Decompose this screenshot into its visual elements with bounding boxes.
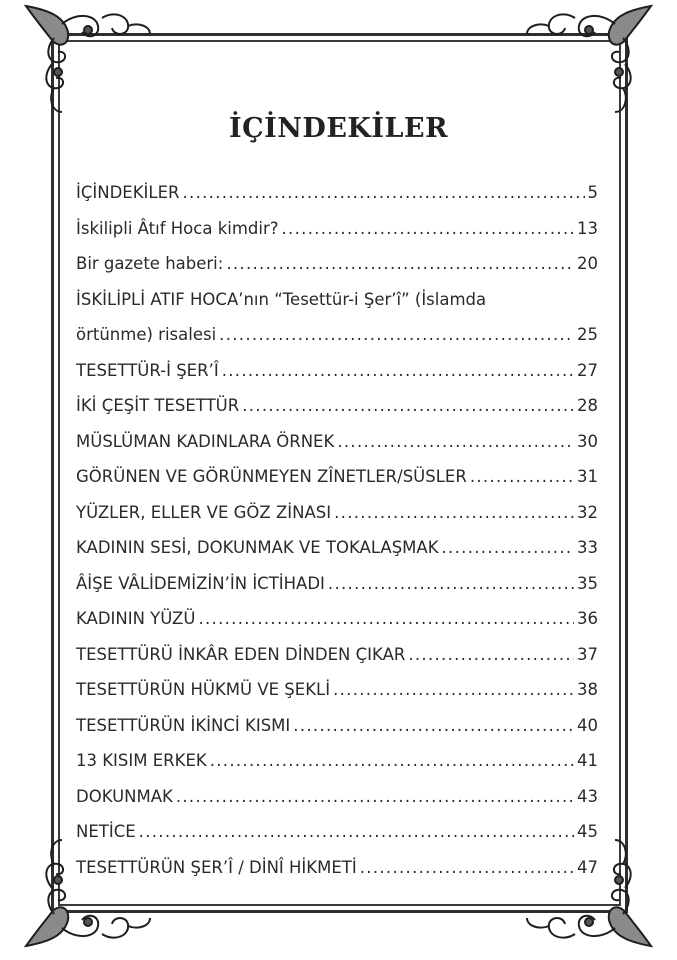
toc-entry-page: 47 <box>577 857 598 877</box>
toc-entry[interactable] <box>76 637 598 673</box>
toc-entry-page: 33 <box>577 538 598 557</box>
ornament-corner-top-left-icon <box>18 2 158 122</box>
toc-entry-page: 28 <box>577 396 598 415</box>
toc-entry-label: KADININ YÜZÜ <box>76 609 196 628</box>
toc-entry[interactable] <box>76 779 598 815</box>
ornament-corner-top-right-icon <box>519 2 659 122</box>
toc-entry[interactable] <box>76 850 598 886</box>
leader-dots <box>183 175 585 211</box>
toc-entry-page: 13 <box>577 218 598 238</box>
toc-entry-label-line1: İSKİLİPLİ ATIF HOCA’nın “Tesettür-i Şer’î” (İslamda <box>76 289 487 309</box>
leader-dots <box>360 850 574 886</box>
toc-entry-page: 41 <box>577 751 598 770</box>
toc-entry-page: 35 <box>577 573 598 593</box>
leader-dots <box>219 317 574 353</box>
toc-entry-page: 31 <box>577 467 598 486</box>
leader-dots <box>139 814 574 850</box>
leader-dots <box>176 779 574 815</box>
table-of-contents <box>76 175 598 885</box>
toc-entry-page: 40 <box>577 715 598 735</box>
leader-dots <box>242 388 574 424</box>
toc-entry-page: 32 <box>577 502 598 522</box>
leader-dots <box>226 246 574 282</box>
toc-entry-page: 36 <box>577 609 598 628</box>
toc-entry-label: YÜZLER, ELLER VE GÖZ ZİNASI <box>76 502 332 522</box>
toc-entry[interactable] <box>76 388 598 424</box>
toc-entry[interactable] <box>76 530 598 566</box>
toc-entry[interactable] <box>76 601 598 637</box>
leader-dots <box>408 637 574 673</box>
toc-entry-label: TESETTÜRÜN ŞER’Î / DİNÎ HİKMETİ <box>76 857 357 877</box>
toc-entry-label: İKİ ÇEŞİT TESETTÜR <box>76 396 240 415</box>
leader-dots <box>293 708 574 744</box>
toc-entry-page: 38 <box>577 680 598 699</box>
toc-entry-label: GÖRÜNEN VE GÖRÜNMEYEN ZÎNETLER/SÜSLER <box>76 467 467 486</box>
leader-dots <box>333 672 574 708</box>
toc-entry[interactable] <box>76 282 598 353</box>
toc-entry-label: TESETTÜRÜN İKİNCİ KISMI <box>76 715 291 735</box>
toc-entry[interactable] <box>76 353 598 389</box>
toc-entry-label: İskilipli Âtıf Hoca kimdir? <box>76 218 279 238</box>
toc-entry[interactable] <box>76 175 598 211</box>
toc-entry-label: TESETTÜR-İ ŞER’Î <box>76 360 219 380</box>
toc-entry-label: TESETTÜRÜN HÜKMÜ VE ŞEKLİ <box>76 680 331 699</box>
toc-entry-label: MÜSLÜMAN KADINLARA ÖRNEK <box>76 431 335 451</box>
leader-dots <box>337 424 574 460</box>
toc-entry-label: örtünme) risalesi <box>76 325 217 344</box>
toc-entry[interactable] <box>76 672 598 708</box>
toc-entry-label: 13 KISIM ERKEK <box>76 751 207 770</box>
toc-entry[interactable] <box>76 424 598 460</box>
toc-entry-label: KADININ SESİ, DOKUNMAK VE TOKALAŞMAK <box>76 538 439 557</box>
toc-entry[interactable] <box>76 495 598 531</box>
toc-entry[interactable] <box>76 708 598 744</box>
toc-entry-label: TESETTÜRÜ İNKÂR EDEN DİNDEN ÇIKAR <box>76 644 406 664</box>
toc-entry-label: Bir gazete haberi: <box>76 254 224 273</box>
leader-dots <box>210 743 574 779</box>
page-title: İÇİNDEKİLER <box>228 113 449 144</box>
leader-dots <box>328 566 574 602</box>
leader-dots <box>222 353 574 389</box>
leader-dots <box>334 495 574 531</box>
toc-entry-label: ÂİŞE VÂLİDEMİZİN’İN İCTİHADI <box>76 573 325 593</box>
toc-entry-page: 25 <box>577 325 598 344</box>
toc-entry-page: 37 <box>577 644 598 664</box>
leader-dots <box>198 601 574 637</box>
toc-entry-page: 20 <box>577 254 598 273</box>
toc-entry[interactable] <box>76 211 598 247</box>
toc-entry[interactable] <box>76 743 598 779</box>
toc-entry-page: 43 <box>577 786 598 806</box>
toc-entry-label: NETİCE <box>76 822 136 841</box>
toc-entry-page: 5 <box>587 183 598 202</box>
toc-entry-page: 27 <box>577 360 598 380</box>
toc-entry[interactable] <box>76 246 598 282</box>
toc-entry[interactable] <box>76 814 598 850</box>
toc-entry[interactable] <box>76 459 598 495</box>
toc-entry[interactable] <box>76 566 598 602</box>
leader-dots <box>282 211 574 247</box>
toc-entry-page: 30 <box>577 431 598 451</box>
leader-dots <box>442 530 574 566</box>
toc-entry-page: 45 <box>577 822 598 841</box>
leader-dots <box>470 459 574 495</box>
toc-entry-label: İÇİNDEKİLER <box>76 183 180 202</box>
toc-entry-label: DOKUNMAK <box>76 786 173 806</box>
